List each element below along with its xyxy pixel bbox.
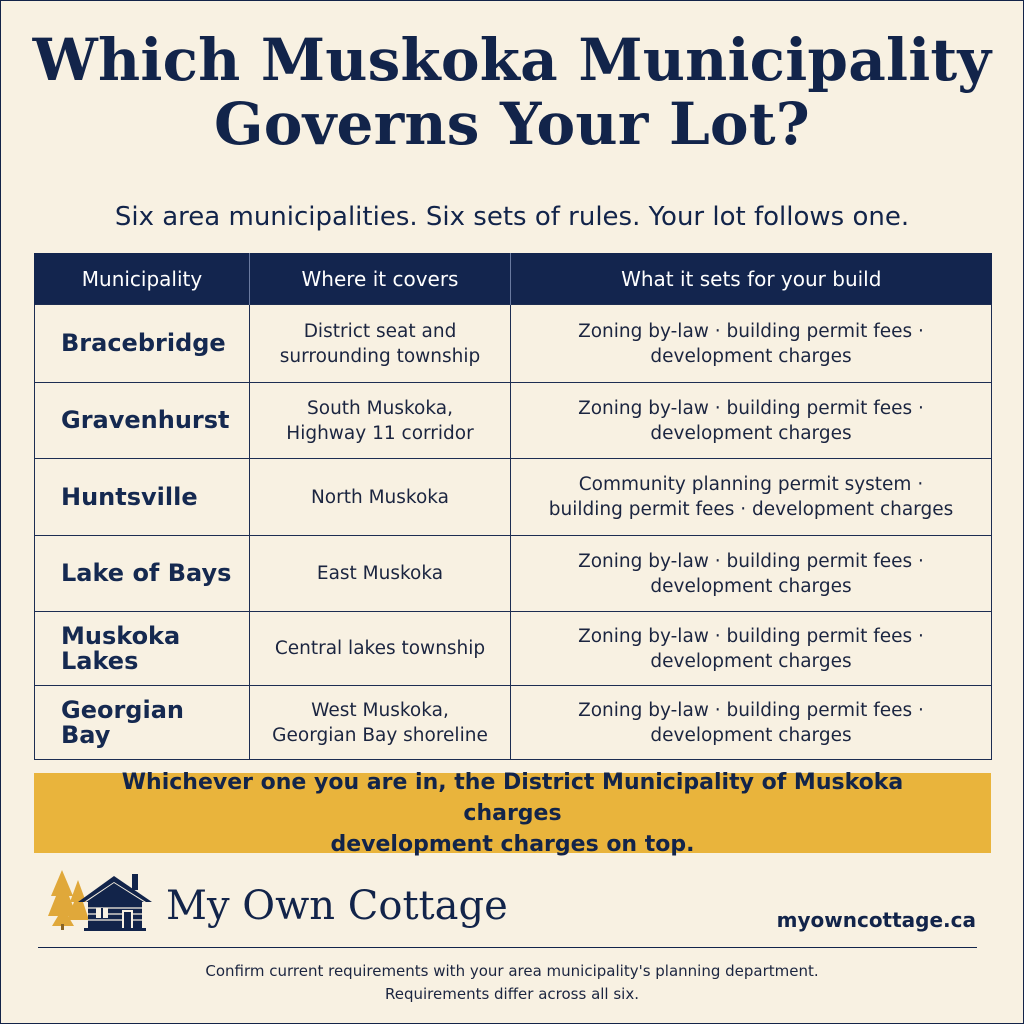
coverage-line: Highway 11 corridor: [286, 422, 474, 444]
coverage-line: South Muskoka,: [307, 397, 453, 419]
disclaimer-line-1: Confirm current requirements with your area municipality's planning department.: [205, 962, 819, 980]
coverage-cell: [250, 383, 511, 459]
coverage-line: surrounding township: [279, 345, 481, 367]
table-row: [35, 686, 992, 760]
requirements-line: Zoning by-law · building permit fees ·: [578, 320, 924, 342]
requirements-line: development charges: [650, 724, 852, 746]
table-row: [35, 459, 992, 536]
coverage-cell: [250, 686, 511, 760]
requirements-line: development charges: [650, 650, 852, 672]
requirements-line: development charges: [650, 575, 852, 597]
title-line-2: Governs Your Lot?: [213, 90, 810, 158]
cabin-with-pine-trees-icon: [48, 868, 154, 932]
coverage-cell: [250, 612, 511, 686]
table-row: [35, 612, 992, 686]
requirements-line: building permit fees · development charges: [548, 499, 954, 520]
callout-banner: [34, 769, 991, 857]
coverage-line: District seat and: [303, 320, 457, 342]
requirements-cell: [511, 686, 992, 760]
disclaimer-line-2: Requirements differ across all six.: [384, 985, 639, 1003]
callout-text: [83, 767, 943, 860]
table-row: [35, 536, 992, 612]
requirements-line: development charges: [650, 422, 852, 444]
municipality-name: Gravenhurst: [35, 383, 250, 459]
requirements-line: Zoning by-law · building permit fees ·: [578, 625, 924, 647]
municipality-name: Bracebridge: [35, 305, 250, 383]
coverage-cell: [250, 305, 511, 383]
column-header-municipality: Municipality: [35, 253, 250, 305]
column-header-where-it-covers: Where it covers: [250, 253, 511, 305]
requirements-cell: [511, 536, 992, 612]
requirements-line: Zoning by-law · building permit fees ·: [578, 699, 924, 721]
callout-line-1: Whichever one you are in, the District Municipality of Muskoka charges: [121, 769, 904, 826]
requirements-cell: [511, 612, 992, 686]
requirements-line: Zoning by-law · building permit fees ·: [578, 397, 924, 419]
page-subtitle: Six area municipalities. Six sets of rules. Your lot follows one.: [114, 202, 910, 232]
coverage-line: East Muskoka: [316, 563, 444, 584]
requirements-line: development charges: [650, 345, 852, 367]
coverage-line: West Muskoka,: [311, 699, 449, 721]
coverage-cell: [250, 536, 511, 612]
requirements-cell: [511, 459, 992, 536]
requirements-cell: [511, 383, 992, 459]
brand-name: My Own Cottage: [166, 883, 508, 929]
municipality-name: Huntsville: [35, 459, 250, 536]
footer-divider: [38, 947, 977, 948]
table-header-row: [35, 253, 992, 305]
coverage-line: Georgian Bay shoreline: [272, 724, 488, 746]
disclaimer: [0, 960, 1024, 1006]
requirements-line: Zoning by-law · building permit fees ·: [578, 550, 924, 572]
callout-line-2: development charges on top.: [330, 831, 695, 857]
municipality-name: Muskoka Lakes: [35, 612, 250, 686]
coverage-line: Central lakes township: [274, 638, 486, 659]
municipality-name: Lake of Bays: [35, 536, 250, 612]
municipality-table: [34, 253, 992, 760]
requirements-line: Community planning permit system ·: [578, 474, 924, 495]
website-link[interactable]: myowncottage.ca: [776, 908, 976, 932]
page-title: [0, 28, 1024, 156]
municipality-name: Georgian Bay: [35, 686, 250, 760]
table-row: [35, 305, 992, 383]
title-line-1: Which Muskoka Municipality: [32, 26, 992, 94]
table-row: [35, 383, 992, 459]
coverage-line: North Muskoka: [310, 486, 450, 508]
column-header-what-it-sets: What it sets for your build: [511, 253, 992, 305]
coverage-cell: [250, 459, 511, 536]
requirements-cell: [511, 305, 992, 383]
